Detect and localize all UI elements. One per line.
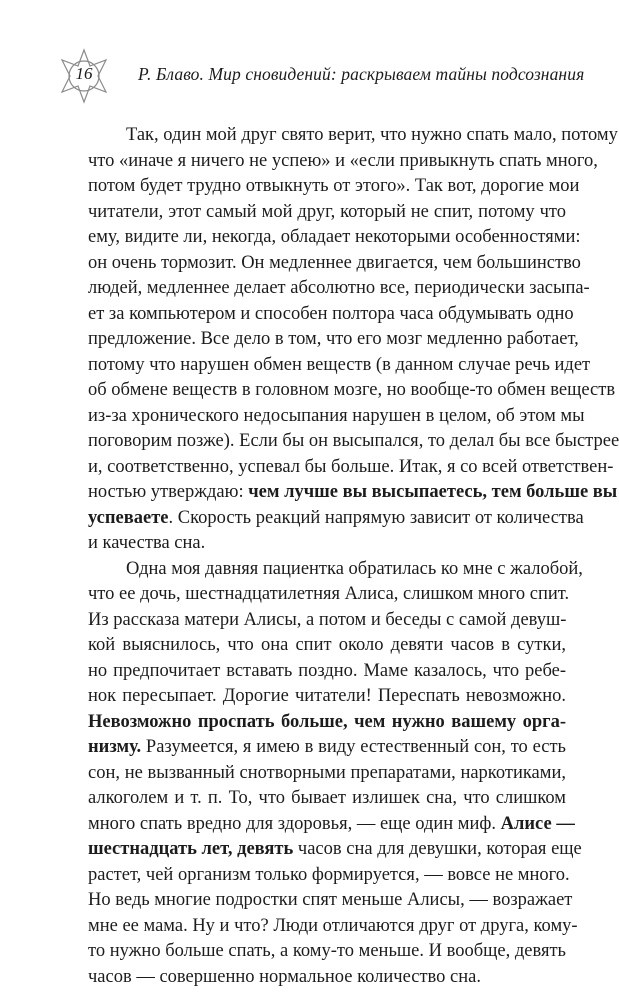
text-line [88,378,616,404]
text-line [88,863,570,889]
text-line [88,684,566,710]
text-run: сон, не вызванный снотворными препаратами, наркотиками, [88,762,566,783]
text-run: Одна моя давняя пациентка обратилась ко мне с жалобой, [126,558,583,579]
paragraph [88,557,583,991]
text-run: нок пересыпает. Дорогие читатели! Переспать невозможно. [88,686,566,706]
text-run: предложение. Все дело в том, что его мозг медленно работает, [88,329,579,349]
bold-text: шестнадцать лет, девять [88,839,294,859]
text-run: потому что нарушен обмен веществ (в данном случае речь идет [88,354,591,375]
text-run: что ее дочь, шестнадцатилетняя Алиса, слишком много спит. [88,584,570,604]
text-run: то нужно больше спать, а кому-то меньше. И вообще, девять [88,941,566,961]
text-line [88,786,566,812]
text-run: ет за компьютером и способен полтора часа обдумывать одно [88,303,574,324]
text-line [88,302,574,328]
text-run: читатели, этот самый мой друг, который не спит, потому что [88,201,566,222]
text-run: ностью утверждаю: [88,482,249,502]
text-line [88,710,566,736]
text-line [88,123,618,149]
text-line [88,582,570,608]
text-run: Но ведь многие подростки спят меньше Алисы, — возражает [88,890,573,910]
text-line [88,659,566,685]
text-run: людей, медленнее делает абсолютно все, периодически засыпа- [88,278,590,298]
text-run: из-за хронического недосыпания нарушен в целом, об этом мы [88,405,585,426]
text-run: потом будет трудно отвыкнуть от этого». Так вот, дорогие мои [88,176,580,196]
text-run: он очень тормозит. Он медленнее двигается, чем большинство [88,252,581,273]
bold-text: Невозможно проспать больше, чем нужно вашему орга- [88,711,566,732]
paragraph [88,123,619,557]
text-line [88,225,581,251]
text-run: Из рассказа матери Алисы, а потом и беседы с самой девуш- [88,609,567,630]
text-run: ему, видите ли, некогда, обладает некоторыми особенностями: [88,227,581,247]
text-line [88,404,585,430]
text-line [88,531,566,557]
text-line [88,633,566,659]
text-run: растет, чей организм только формируется, — вовсе не много. [88,864,570,885]
text-line [88,455,614,481]
text-line [88,200,566,226]
text-run: алкоголем и т. п. То, что бывает излишек сна, что слишком [88,788,566,808]
bold-text: чем лучше вы высыпаетесь, тем больше вы [248,482,618,502]
text-line [88,888,573,914]
text-line [88,557,583,583]
text-run: поговорим позже). Если бы он высыпался, то делал бы все быстрее [88,431,619,451]
bold-text: Алисе — [500,813,575,834]
text-line [88,939,566,965]
text-line [88,965,566,991]
text-run: . Скорость реакций напрямую зависит от количества [168,507,584,528]
text-run: много спать вредно для здоровья, — еще один миф. [88,813,501,834]
text-line [88,506,584,532]
text-line [88,251,581,277]
text-run: об обмене веществ в головном мозге, но вообще-то обмен веществ [88,380,616,400]
text-line [88,276,590,302]
text-run: часов сна для девушки, которая еще [293,839,582,859]
text-line [88,353,591,379]
text-line [88,174,580,200]
text-line [88,761,566,787]
text-line [88,608,566,634]
text-line [88,429,619,455]
text-run: и, соответственно, успевал бы больше. Итак, я со всей ответствен- [88,456,614,477]
text-line [88,149,598,175]
text-line [88,480,618,506]
text-line [88,837,582,863]
text-run: кой выяснилось, что она спит около девяти часов в сутки, [88,635,566,655]
text-run: мне ее мама. Ну и что? Люди отличаются друг от друга, кому- [88,915,578,936]
text-run: и качества сна. [88,533,206,553]
running-head: Р. Блаво. Мир сновидений: раскрываем тайны подсознания [138,64,585,84]
text-run: Так, один мой друг свято верит, что нужно спать мало, потому [126,125,618,145]
text-run: что «иначе я ничего не успею» и «если привыкнуть спать много, [88,150,598,171]
text-run: но предпочитает вставать поздно. Маме казалось, что ребе- [88,660,566,681]
text-line [88,914,578,940]
text-run: Разумеется, я имею в виду естественный сон, то есть [141,737,566,757]
body-text [88,123,619,990]
page-number: 16 [75,64,93,83]
page-header [0,0,619,120]
text-run: часов — совершенно нормальное количество сна. [88,966,481,987]
text-line [88,327,579,353]
text-line [88,735,566,761]
bold-text: успеваете [88,507,169,528]
text-line [88,812,575,838]
bold-text: низму. [88,737,142,757]
